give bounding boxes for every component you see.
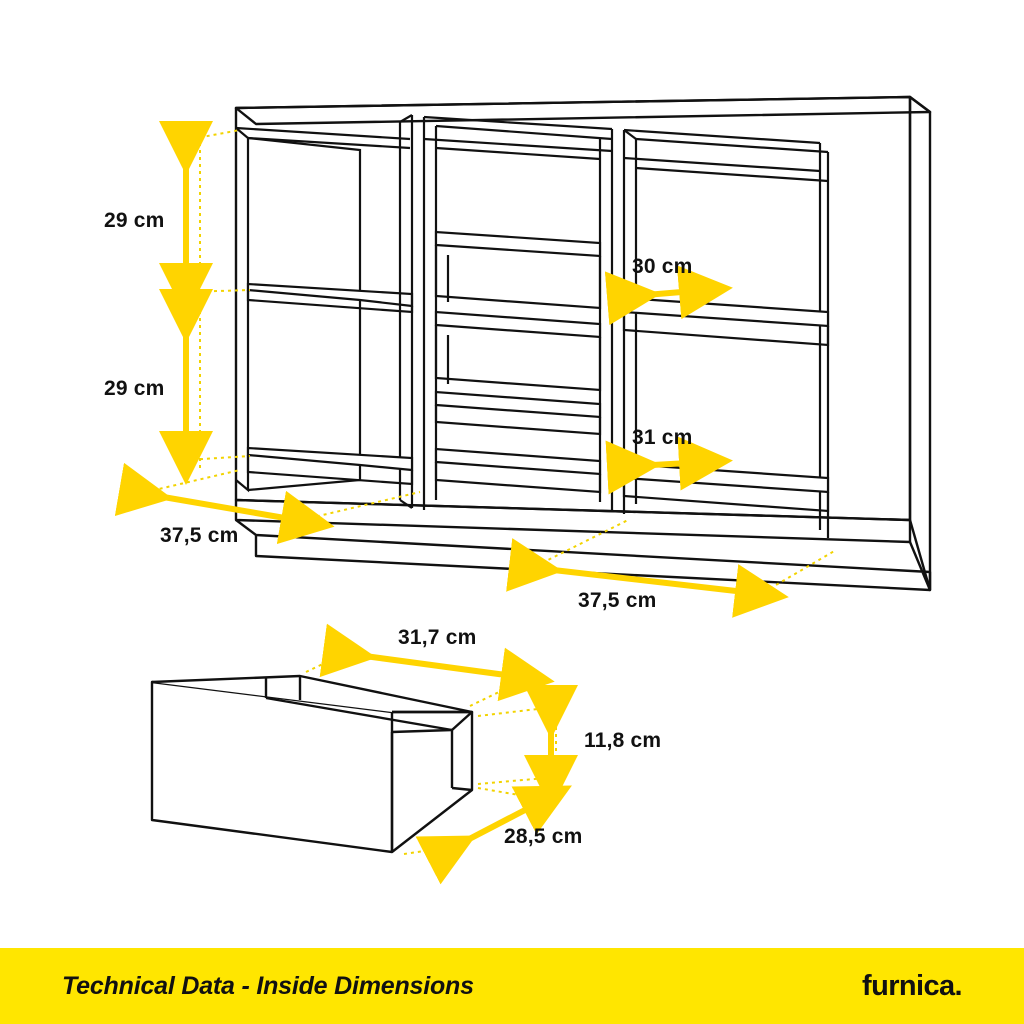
label-drawer-depth: 31,7 cm	[398, 626, 477, 649]
dimension-arrow-right-upper-width	[634, 290, 706, 296]
brand-logo: furnica.	[862, 969, 962, 1002]
label-left-depth: 37,5 cm	[160, 524, 239, 547]
drawer-outline	[152, 676, 472, 852]
label-right-lower-width: 31 cm	[632, 426, 693, 449]
dimension-arrow-left-depth	[146, 494, 308, 522]
dimension-arrow-right-lower-width	[634, 462, 706, 466]
label-right-upper-width: 30 cm	[632, 255, 693, 278]
cabinet-right-compartment	[624, 130, 828, 538]
label-right-depth: 37,5 cm	[578, 589, 657, 612]
cabinet-centre-drawers	[424, 117, 612, 512]
cabinet-left-compartment	[236, 115, 412, 508]
label-left-lower-height: 29 cm	[104, 377, 165, 400]
dimension-arrow-drawer-depth	[350, 654, 528, 678]
cabinet-body-outline	[236, 97, 930, 590]
footer-bar	[0, 948, 1024, 1024]
label-drawer-height: 11,8 cm	[584, 729, 662, 752]
footer-title: Technical Data - Inside Dimensions	[62, 971, 474, 1000]
label-drawer-width: 28,5 cm	[504, 825, 583, 848]
label-left-upper-height: 29 cm	[104, 209, 165, 232]
